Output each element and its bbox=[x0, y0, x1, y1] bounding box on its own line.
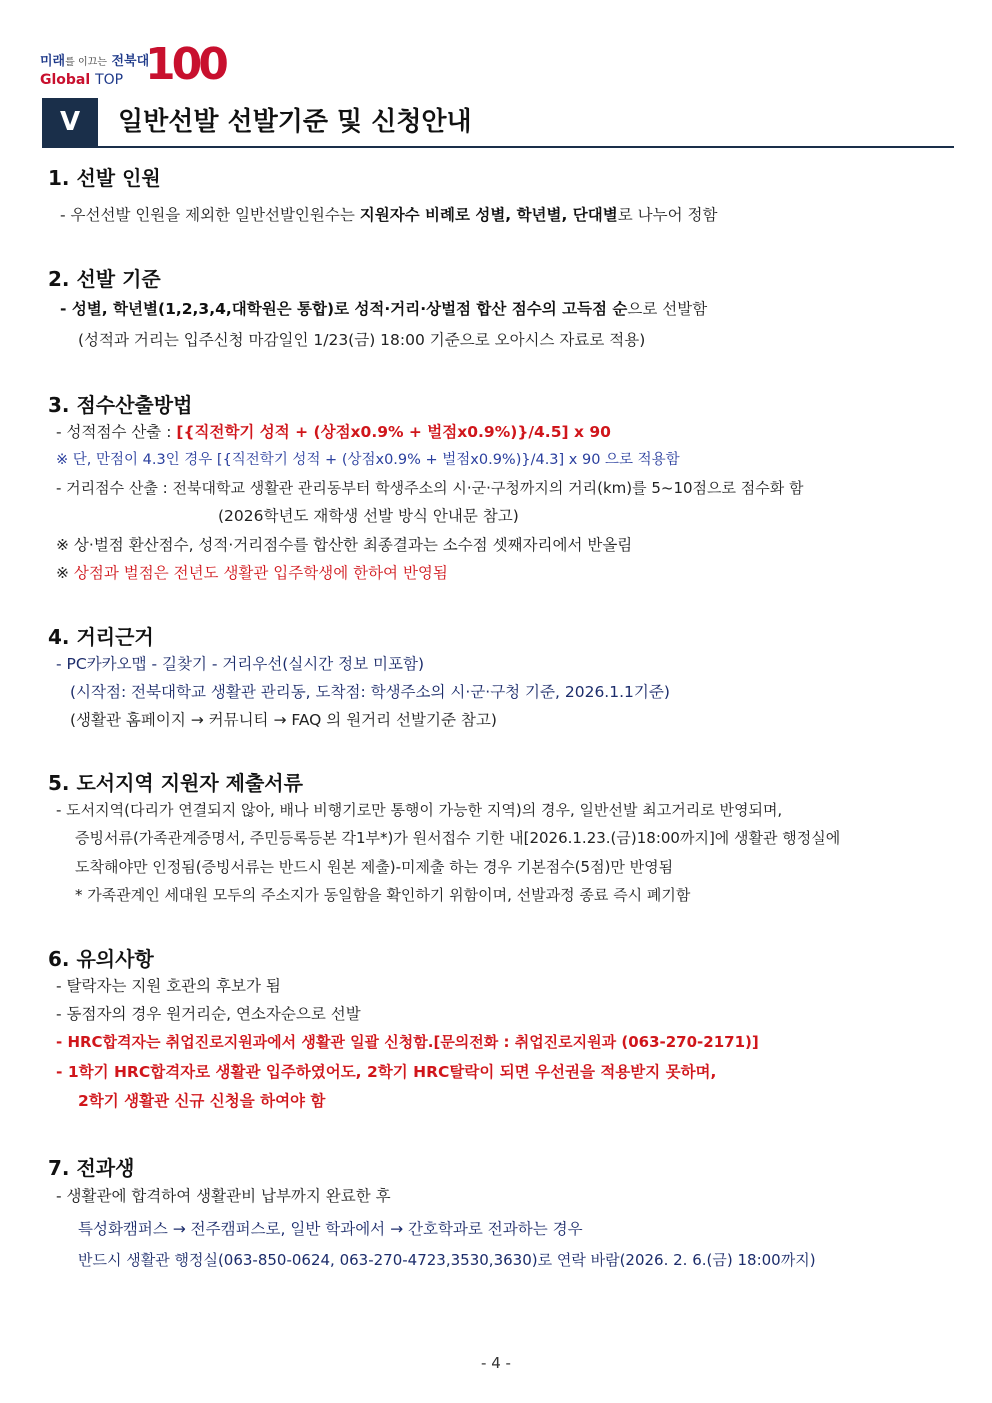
s2-line1 bbox=[60, 299, 707, 319]
s6-line4: - 1학기 HRC합격자로 생활관 입주하였어도, 2학기 HRC탈락이 되면 우선권을 적용받지 못하며, bbox=[56, 1063, 717, 1081]
s3-line2: ※ 단, 만점이 4.3인 경우 [{직전학기 성적 + (상점x0.9% + 벌점x0.9%)}/4.3] x 90 으로 적용함 bbox=[56, 452, 680, 468]
s3-line3: - 거리점수 산출 : 전북대학교 생활관 관리동부터 학생주소의 시·군·구청까지의 거리(km)를 5~10점으로 점수화 함 bbox=[56, 479, 804, 497]
s3-note-mark: ※ bbox=[56, 564, 74, 582]
s5-line3: 도착해야만 인정됨(증빙서류는 반드시 원본 제출)-미제출 하는 경우 기본점수(5점)만 반영됨 bbox=[75, 858, 674, 876]
s6-line5: 2학기 생활관 신규 신청을 하여야 함 bbox=[78, 1092, 326, 1110]
section-title-bar bbox=[42, 98, 954, 148]
s4-line3: (생활관 홈페이지 → 커뮤니티 → FAQ 의 원거리 선발기준 참고) bbox=[70, 711, 497, 729]
heading-selection-criteria: 2. 선발 기준 bbox=[48, 267, 161, 291]
s1-text-bold: 지원자수 비례로 성별, 학년별, 단대별 bbox=[359, 206, 618, 224]
logo-global-top bbox=[40, 72, 123, 88]
section-numeral: V bbox=[42, 98, 98, 146]
logo-slogan bbox=[40, 50, 149, 69]
s1-text-c: 로 나누어 정함 bbox=[617, 206, 718, 224]
logo-text-future: 미래 bbox=[40, 54, 66, 69]
s6-line2: - 동점자의 경우 원거리순, 연소자순으로 선발 bbox=[56, 1005, 361, 1023]
s2-text-b: 으로 선발함 bbox=[627, 300, 708, 318]
page-number: - 4 - bbox=[481, 1354, 511, 1372]
s6-line3: - HRC합격자는 취업진로지원과에서 생활관 일괄 신청함.[문의전화 : 취업진로지원과 (063-270-2171)] bbox=[56, 1033, 759, 1051]
s7-line2: 특성화캠퍼스 → 전주캠퍼스로, 일반 학과에서 → 간호학과로 전과하는 경우 bbox=[78, 1220, 583, 1238]
s6-line1: - 탈락자는 지원 호관의 후보가 됨 bbox=[56, 977, 281, 995]
page-title: 일반선발 선발기준 및 신청안내 bbox=[118, 107, 472, 137]
s1-line1 bbox=[60, 205, 717, 225]
heading-selection-count: 1. 선발 인원 bbox=[48, 166, 161, 190]
s5-line2: 증빙서류(가족관계증명서, 주민등록등본 각1부*)가 원서접수 기한 내[2026.1.23.(금)18:00까지]에 생활관 행정실에 bbox=[75, 829, 841, 847]
university-logo bbox=[40, 39, 225, 92]
s3-line6 bbox=[56, 563, 448, 583]
s4-line1: - PC카카오맵 - 길찾기 - 거리우선(실시간 정보 미포함) bbox=[56, 655, 425, 673]
heading-distance-basis: 4. 거리근거 bbox=[48, 625, 154, 649]
s4-line2: (시작점: 전북대학교 생활관 관리동, 도착점: 학생주소의 시·군·구청 기준, 2026.1.1기준) bbox=[70, 683, 670, 701]
s1-text-a: - 우선선발 인원을 제외한 일반선발인원수는 bbox=[60, 206, 360, 224]
logo-text-global: Global bbox=[40, 72, 91, 88]
s5-line1: - 도서지역(다리가 연결되지 않아, 배나 비행기로만 통행이 가능한 지역)의 경우, 일반선발 최고거리로 반영되며, bbox=[56, 801, 783, 819]
s7-line1: - 생활관에 합격하여 생활관비 납부까지 완료한 후 bbox=[56, 1187, 391, 1205]
s2-line2: (성적과 거리는 입주신청 마감일인 1/23(금) 18:00 기준으로 오아시스 자료로 적용) bbox=[78, 331, 646, 349]
logo-text-leading: 를 이끄는 bbox=[65, 57, 107, 68]
s3-line5: ※ 상·벌점 환산점수, 성적·거리점수를 합산한 최종결과는 소수점 셋째자리에서 반올림 bbox=[56, 536, 633, 554]
s3-text-label: - 성적점수 산출 : bbox=[56, 423, 177, 441]
s7-line3: 반드시 생활관 행정실(063-850-0624, 063-270-4723,3530,3630)로 연락 바람(2026. 2. 6.(금) 18:00까지) bbox=[78, 1251, 816, 1269]
logo-100-mark: 100 bbox=[145, 39, 225, 90]
heading-island-documents: 5. 도서지역 지원자 제출서류 bbox=[48, 771, 303, 795]
heading-score-calculation: 3. 점수산출방법 bbox=[48, 393, 193, 417]
heading-major-transfer: 7. 전과생 bbox=[48, 1156, 135, 1180]
logo-text-university: 전북대 bbox=[111, 54, 150, 69]
s3-line1 bbox=[56, 422, 611, 442]
s3-note-red: 상점과 벌점은 전년도 생활관 입주학생에 한하여 반영됨 bbox=[73, 564, 448, 582]
logo-text-top: TOP bbox=[95, 72, 124, 88]
s2-text-bold: - 성별, 학년별(1,2,3,4,대학원은 통합)로 성적·거리·상벌점 합산 점수의 고득점 순 bbox=[60, 300, 628, 318]
heading-notices: 6. 유의사항 bbox=[48, 947, 154, 971]
s5-line4: * 가족관계인 세대원 모두의 주소지가 동일함을 확인하기 위함이며, 선발과정 종료 즉시 폐기함 bbox=[75, 886, 691, 904]
s3-grade-formula: [{직전학기 성적 + (상점x0.9% + 벌점x0.9%)}/4.5] x 90 bbox=[176, 423, 611, 441]
s3-line4: (2026학년도 재학생 선발 방식 안내문 참고) bbox=[218, 507, 519, 525]
